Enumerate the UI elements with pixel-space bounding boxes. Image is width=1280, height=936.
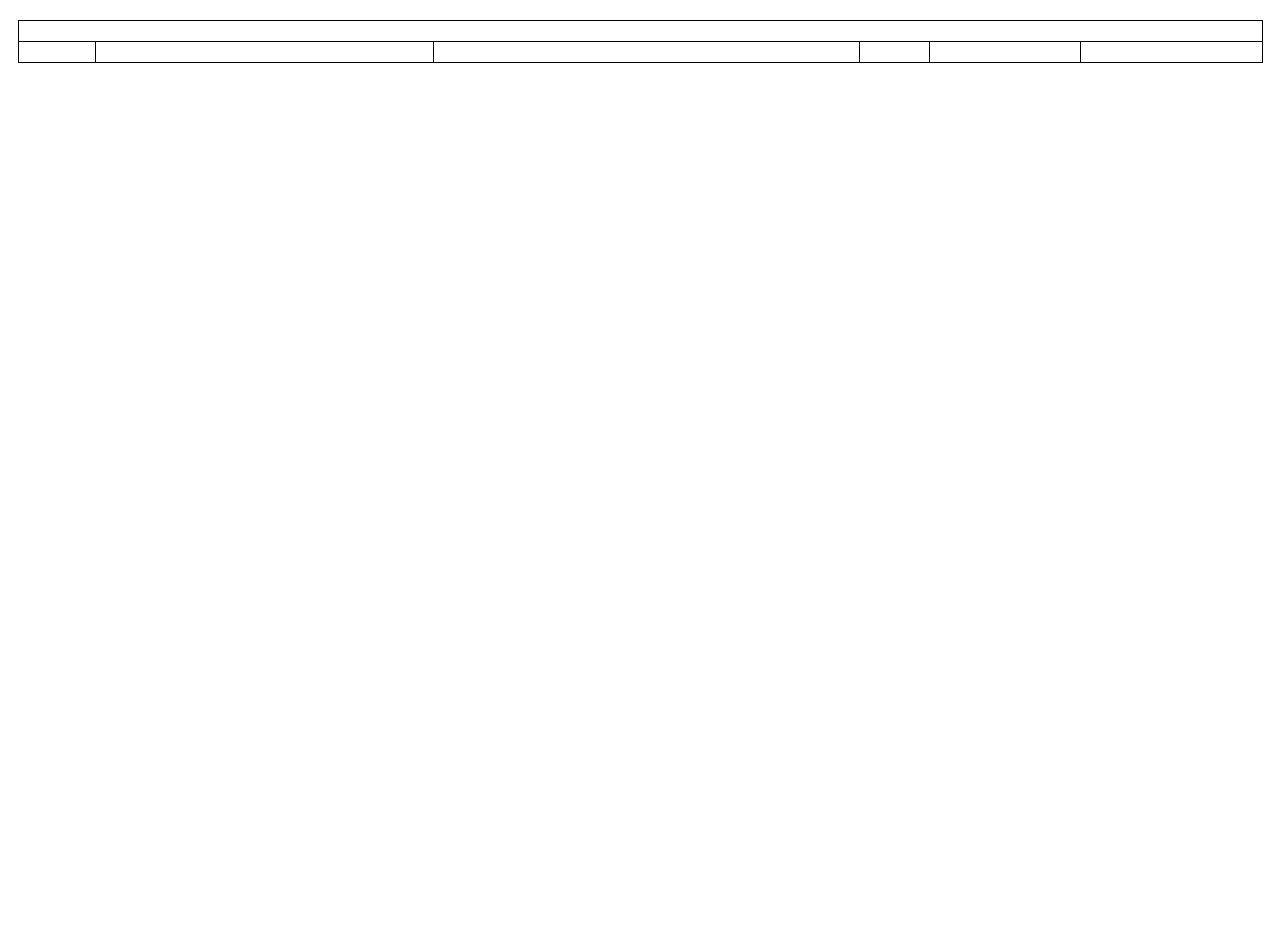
header-spec bbox=[434, 42, 860, 63]
section-9-block bbox=[19, 21, 1263, 63]
section-title-row bbox=[19, 21, 1263, 42]
section-title bbox=[19, 21, 1263, 42]
header-name bbox=[96, 42, 434, 63]
header-pretax bbox=[1081, 42, 1263, 63]
header-row bbox=[19, 42, 1263, 63]
material-price-table bbox=[18, 20, 1263, 63]
header-price bbox=[930, 42, 1081, 63]
header-unit bbox=[860, 42, 930, 63]
header-no bbox=[19, 42, 96, 63]
